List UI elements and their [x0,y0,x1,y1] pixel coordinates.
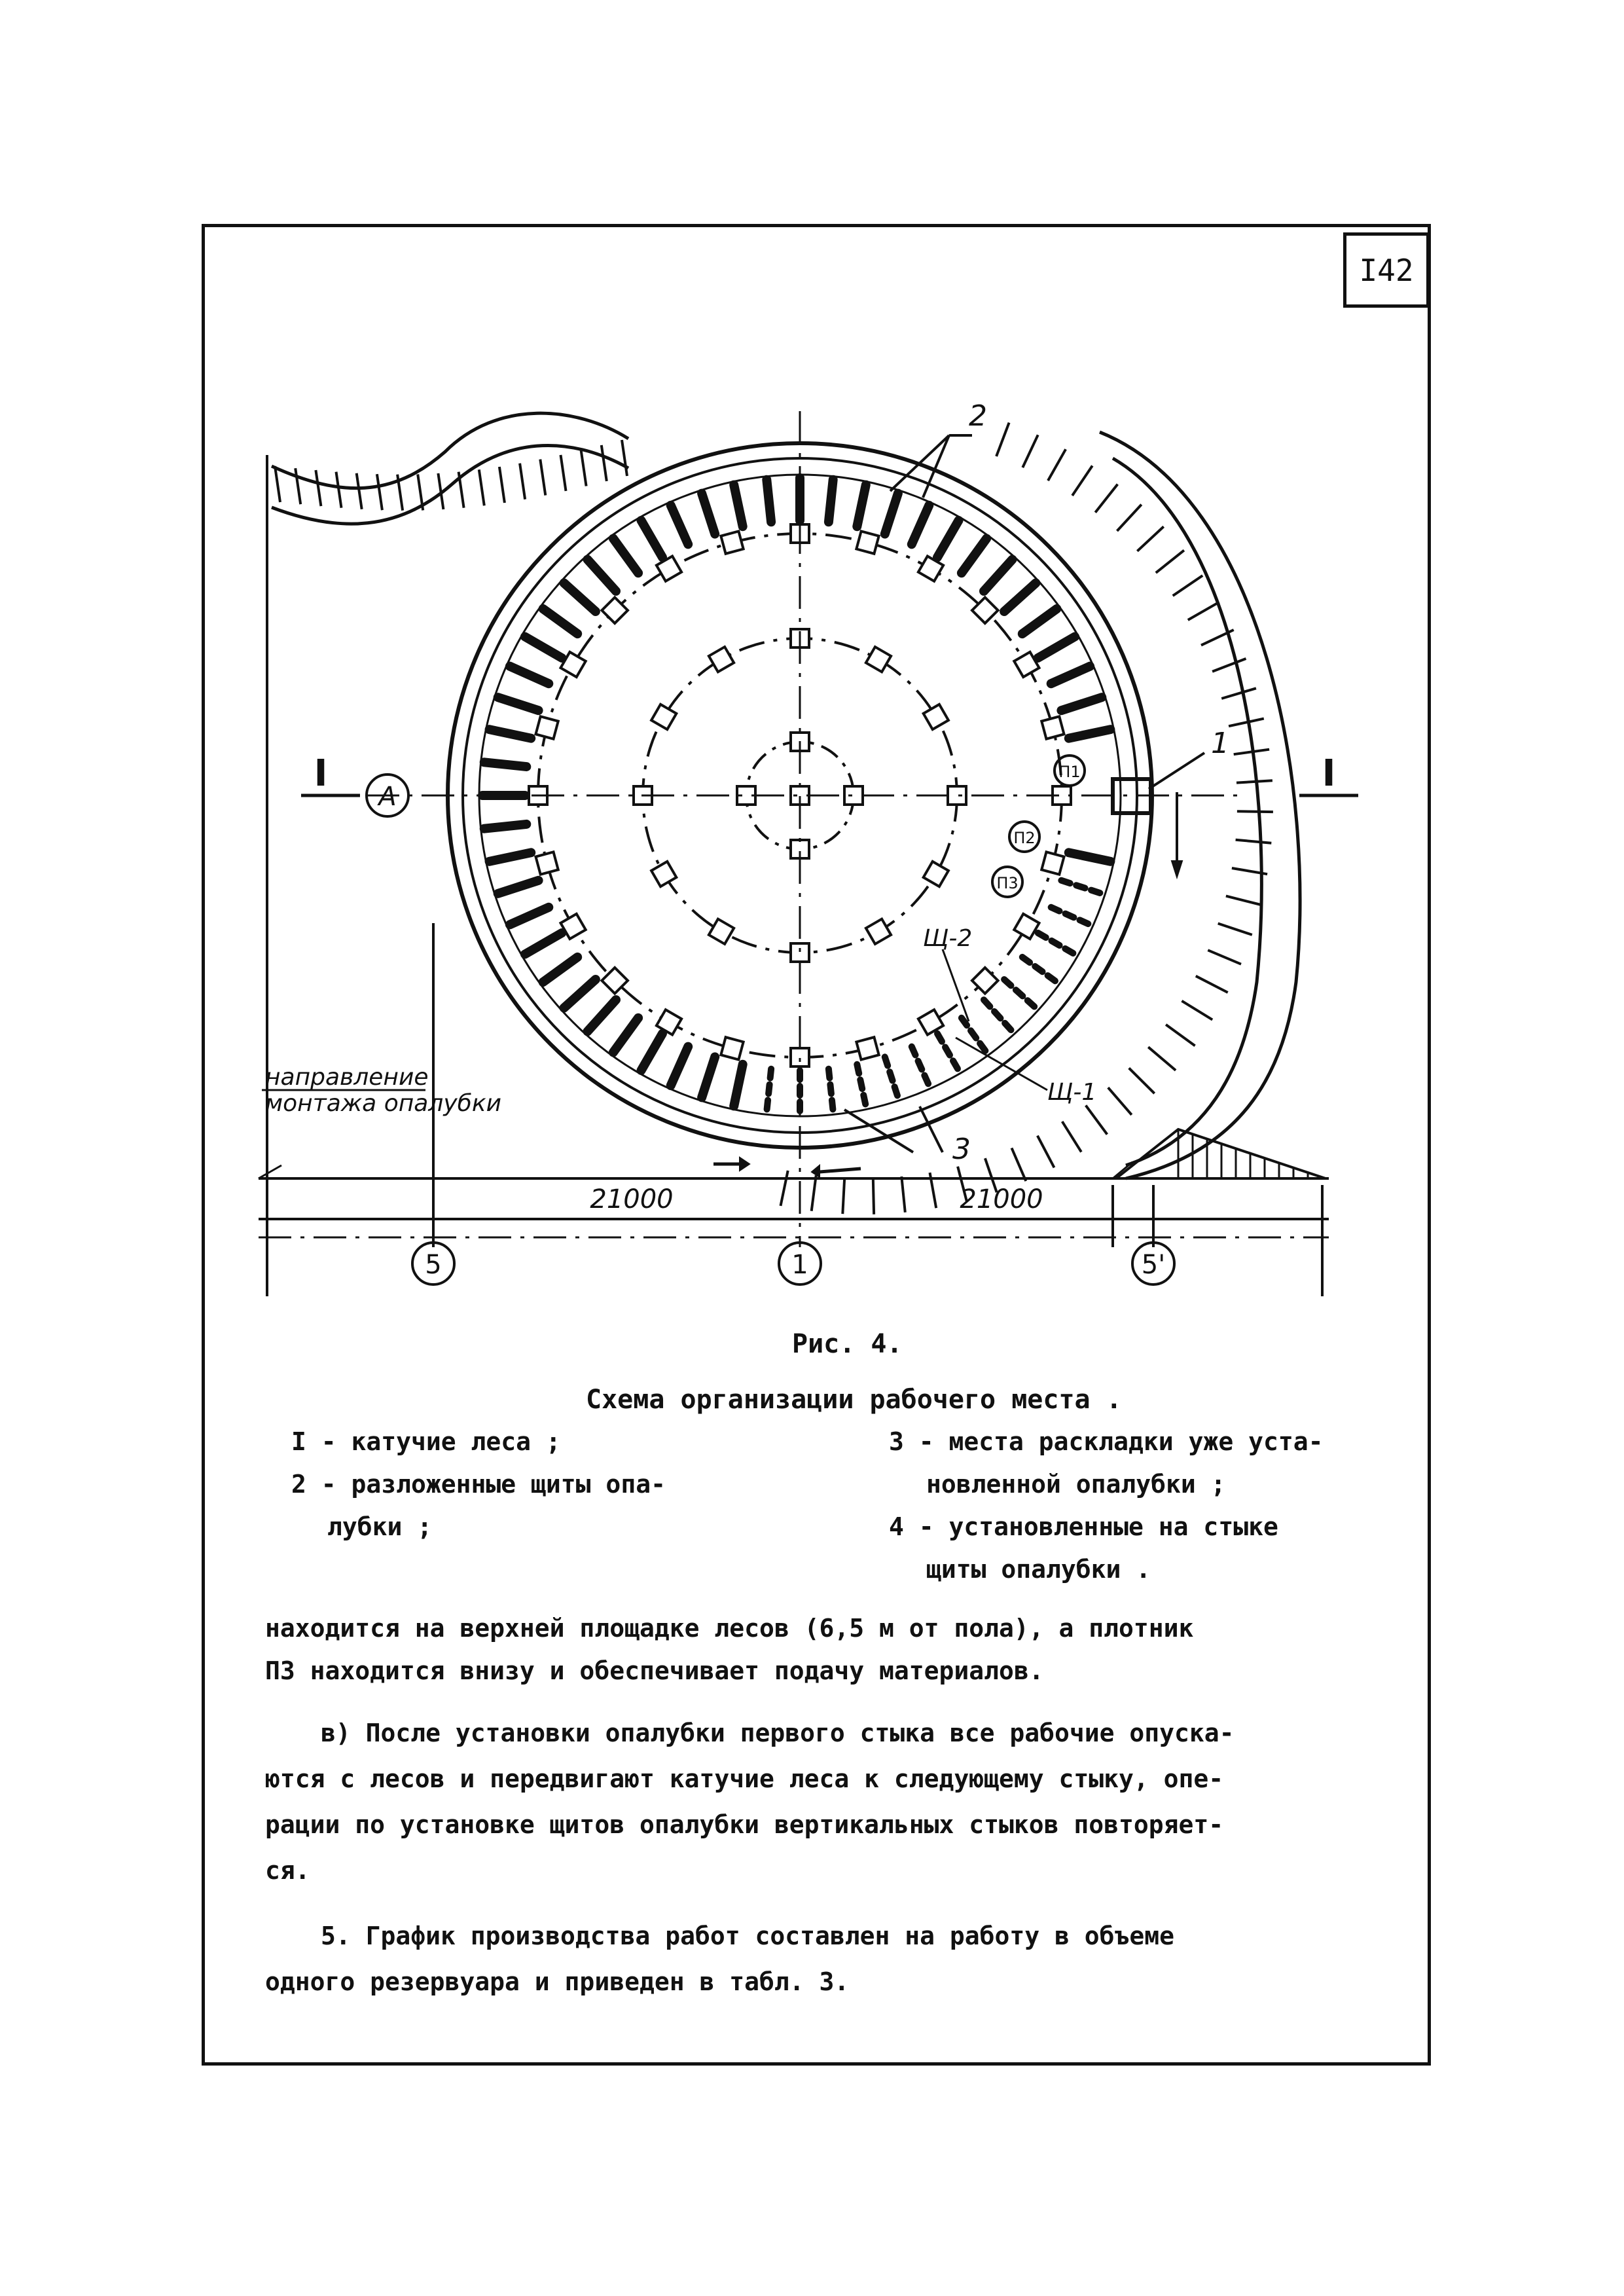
hatch-stroke [1236,840,1272,843]
column [856,1037,878,1059]
column [844,786,863,805]
formwork-panel [937,520,959,557]
hatch-stroke [1196,976,1228,993]
body-p1-line1: находится на верхней площадке лесов (6,5 м от пола), а плотник [265,1614,1194,1643]
hatch-stroke [1086,1105,1108,1134]
column [651,862,676,886]
column [791,1048,809,1066]
formwork-panel [490,729,532,738]
formwork-panel [984,560,1013,591]
column [856,531,878,553]
formwork-panel [767,480,771,522]
hatch-stroke [295,468,300,504]
hatch-stroke [1226,896,1261,905]
figure-caption: Рис. 4. [792,1329,903,1359]
hatch-stroke [1208,950,1241,964]
formwork-panel [1022,957,1057,982]
hatch-stroke [1048,449,1066,481]
section-label-left: I [314,752,328,795]
formwork-panel [613,1018,638,1053]
hatch-stroke [357,473,362,509]
formwork-panel [671,505,689,544]
formwork-panel [1061,881,1102,894]
body-p2-line2: ются с лесов и передвигают катучие леса к следующему стыку, опе- [265,1764,1224,1793]
axis-label-5prime: 5' [1141,1250,1166,1280]
label-sh2: Щ-2 [923,925,973,952]
page-number: I42 [1343,232,1430,308]
body-p3-line1: 5. График производства работ составлен на работу в объеме [321,1922,1175,1950]
axis-label-5: 5 [425,1250,442,1280]
direction-label-line1: направление [265,1064,429,1091]
hatch-stroke [1148,1047,1176,1070]
hatch-stroke [781,1171,788,1206]
hatch-stroke [499,467,505,503]
hatch-stroke [996,423,1009,456]
formwork-panel [734,485,743,527]
formwork-panel [702,494,715,534]
formwork-panel [543,957,578,982]
hatch-stroke [1012,1148,1026,1182]
column [709,919,734,944]
leader-1 [1149,753,1204,789]
legend-item-3-cont: новленной опалубки ; [926,1470,1226,1499]
worker-p1-label: П1 [1058,763,1081,781]
formwork-panel [490,852,532,862]
hatch-stroke [602,445,607,481]
formwork-panel [912,505,929,544]
column [866,647,891,672]
column [1041,852,1064,874]
formwork-panel [702,1057,715,1097]
column [721,531,743,553]
hatch-stroke [1182,1001,1212,1020]
formwork-panel [829,1069,833,1112]
section-label-right: I [1322,752,1336,795]
column [535,716,558,738]
callout-3: 3 [952,1133,971,1166]
hatch-stroke [842,1178,844,1214]
formwork-panel [1038,933,1075,955]
body-p2-line4: ся. [265,1856,310,1885]
dim-label-right: 21000 [960,1184,1043,1214]
formwork-panel [1069,852,1111,862]
hatch-stroke [1212,659,1246,672]
hatch-stroke [561,455,566,491]
formwork-panel [498,697,539,710]
hatch-stroke [520,464,525,500]
formwork-panel [1022,609,1057,634]
column [924,704,948,729]
legend-item-4: 4 - установленные на стыке [889,1512,1278,1541]
column [918,1010,943,1034]
legend-item-2: 2 - разложенные щиты опа- [291,1470,666,1499]
dim-label-left: 21000 [590,1184,674,1214]
leader-sh2 [943,949,969,1021]
hatch-stroke [1129,1068,1155,1093]
formwork-panel [484,824,527,829]
body-p1-line2: П3 находится внизу и обеспечивает подачу материалов. [265,1656,1044,1685]
column [1041,716,1064,738]
column [721,1037,743,1059]
legend-item-4-cont: щиты опалубки . [926,1555,1151,1584]
hatch-stroke [1229,719,1264,727]
hatch-stroke [1156,551,1184,573]
formwork-panel [641,520,663,557]
formwork-panel [829,480,833,522]
ground-hatch-top [272,413,628,488]
column [1014,914,1039,939]
formwork-panel [543,609,578,634]
formwork-panel [588,1000,617,1031]
formwork-panel [912,1047,929,1085]
formwork-panel [1038,637,1075,659]
formwork-panel [962,539,986,574]
formwork-panel [498,881,539,894]
hatch-stroke [316,470,321,506]
direction-label-line2: монтажа опалубки [265,1090,501,1117]
worker-p3-label: П3 [996,874,1019,892]
formwork-panel [857,1065,866,1106]
formwork-panel [1069,729,1111,738]
hatch-stroke [581,450,586,486]
hatch-stroke [622,440,627,476]
formwork-panel [734,1065,743,1106]
formwork-panel [1051,666,1090,683]
body-p2-line3: рации по установке щитов опалубки вертикальных стыков повторяет- [265,1810,1224,1839]
body-p3-line2: одного резервуара и приведен в табл. 3. [265,1967,850,1996]
formwork-panel [484,762,527,767]
formwork-panel [588,560,617,591]
formwork-panel [885,494,898,534]
legend-item-2-cont: лубки ; [327,1512,433,1541]
formwork-panel [1004,583,1036,612]
formwork-panel [767,1069,771,1112]
ground-hatch-right-outer [1100,432,1300,1178]
formwork-panel [525,933,562,955]
formwork-panel [510,907,549,925]
formwork-panel [885,1057,898,1097]
worker-p2-label: П2 [1013,829,1036,847]
formwork-panel [641,1034,663,1070]
axis-label-1: 1 [791,1250,808,1280]
formwork-panel [1004,979,1036,1008]
callout-2: 2 [969,399,987,433]
hatch-stroke [1095,484,1117,513]
hatch-stroke [1237,811,1273,812]
formwork-panel [564,979,596,1008]
formwork-panel [857,485,866,527]
hatch-stroke [901,1176,905,1212]
formwork-panel [671,1047,689,1085]
hatch-stroke [873,1178,874,1214]
hatch-stroke [1108,1087,1132,1115]
formwork-panel [984,1000,1013,1031]
label-sh1: Щ-1 [1047,1079,1097,1106]
column [651,704,676,729]
column [866,919,891,944]
callout-1: 1 [1211,727,1229,760]
formwork-panel [564,583,596,612]
axis-label-a: A [378,782,397,812]
formwork-panel [1061,697,1102,710]
figure-subtitle: Схема организации рабочего места . [586,1385,1122,1415]
column [924,862,948,886]
hatch-stroke [1236,780,1272,782]
formwork-panel [525,637,562,659]
hatch-stroke [1173,575,1203,596]
body-p2-line1: в) После установки опалубки первого стыка все рабочие опуска- [321,1719,1235,1747]
hatch-stroke [540,460,545,496]
hatch-stroke [1218,924,1252,935]
formwork-panel [1051,907,1090,925]
column [535,852,558,874]
leader-3b [920,1106,943,1152]
hatch-stroke [377,474,382,510]
legend-item-1: I - катучие леса ; [291,1427,561,1456]
hatch-stroke [1038,1136,1055,1168]
formwork-panel [613,539,638,574]
hatch-stroke [812,1175,816,1211]
hatch-stroke [1062,1121,1081,1152]
hatch-stroke [1117,505,1142,531]
legend-item-3: 3 - места раскладки уже уста- [889,1427,1324,1456]
hatch-stroke [275,466,280,502]
column [791,943,809,962]
hatch-stroke [336,472,342,508]
formwork-panel [510,666,549,683]
hatch-stroke [1188,602,1219,620]
formwork-panel [937,1034,959,1070]
hatch-stroke [1221,688,1256,699]
column [709,647,734,672]
hatch-stroke [1137,526,1163,551]
hatch-stroke [1022,435,1038,467]
hatch-stroke [479,469,484,505]
column [948,786,966,805]
hatch-stroke [1072,465,1092,496]
leader-2b [890,435,949,491]
hatch-stroke [1166,1025,1195,1046]
